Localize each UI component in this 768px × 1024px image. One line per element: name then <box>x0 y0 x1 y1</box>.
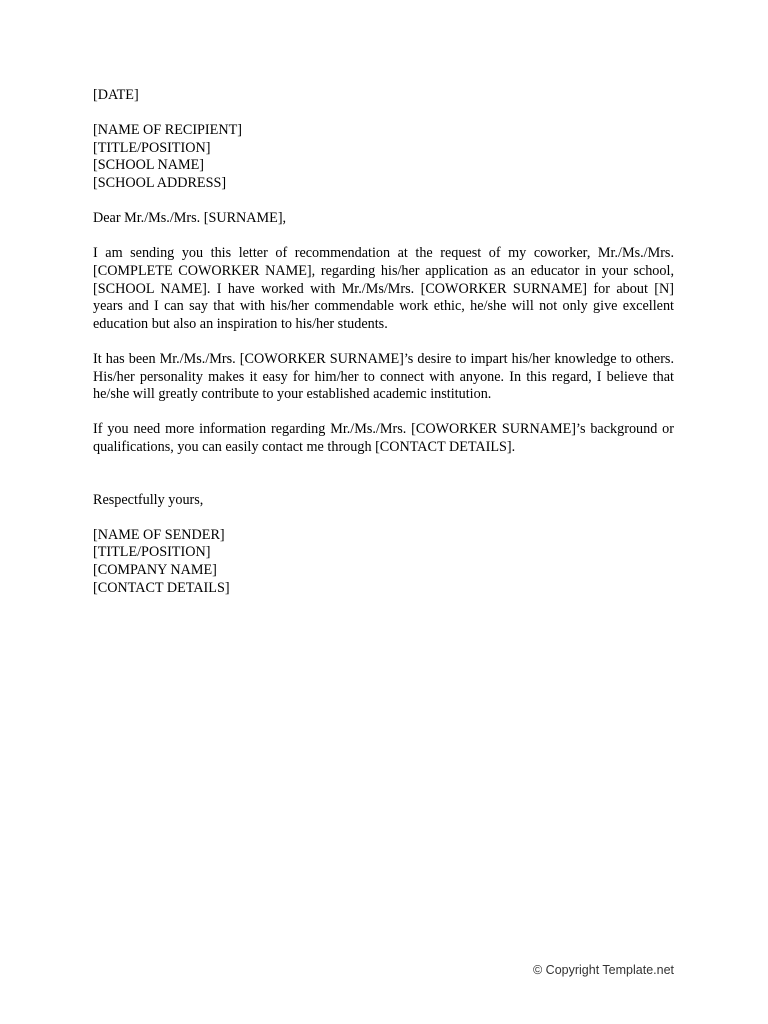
letter-date <box>93 87 674 105</box>
letter-body <box>93 87 674 597</box>
closing <box>93 492 674 510</box>
sender-title: [TITLE/POSITION] <box>93 544 211 561</box>
sender-contact: [CONTACT DETAILS] <box>93 579 230 596</box>
recipient-name: [NAME OF RECIPIENT] <box>93 122 242 139</box>
sender-name: [NAME OF SENDER] <box>93 526 225 543</box>
body-paragraph-3: If you need more information regarding Mr./Ms./Mrs. [COWORKER SURNAME]’s background or qualifications, you can easily contact me through [CONTACT DETAILS]. <box>93 421 674 455</box>
body-paragraph-1: I am sending you this letter of recommendation at the request of my coworker, Mr./Ms./Mrs. [COMPLETE COWORKER NAME], regarding his/her application as an educator in your school, [SCHOOL NAME]. I have worked with Mr./Ms/Mrs. [COWORKER SURNAME] for about [N] years and I can say that with his/her commendable work ethic, he/she will not only give excellent education but also an inspiration to his/her students. <box>93 245 674 332</box>
date-text: [DATE] <box>93 87 139 103</box>
recipient-address-block <box>93 122 674 192</box>
sender-company: [COMPANY NAME] <box>93 562 217 579</box>
salutation <box>93 210 674 228</box>
recipient-school-address: [SCHOOL ADDRESS] <box>93 174 227 191</box>
body-paragraph-2: It has been Mr./Ms./Mrs. [COWORKER SURNAME]’s desire to impart his/her knowledge to others. His/her personality makes it easy for him/her to connect with anyone. In this regard, I believe that he/she will greatly contribute to your established academic institution. <box>93 350 674 403</box>
recipient-school-name: [SCHOOL NAME] <box>93 157 204 174</box>
closing-text: Respectfully yours, <box>93 491 204 508</box>
salutation-text: Dear Mr./Ms./Mrs. [SURNAME], <box>93 210 287 227</box>
sender-signature-block <box>93 527 674 597</box>
copyright-footer: © Copyright Template.net <box>533 963 674 977</box>
recipient-title: [TITLE/POSITION] <box>93 139 211 156</box>
